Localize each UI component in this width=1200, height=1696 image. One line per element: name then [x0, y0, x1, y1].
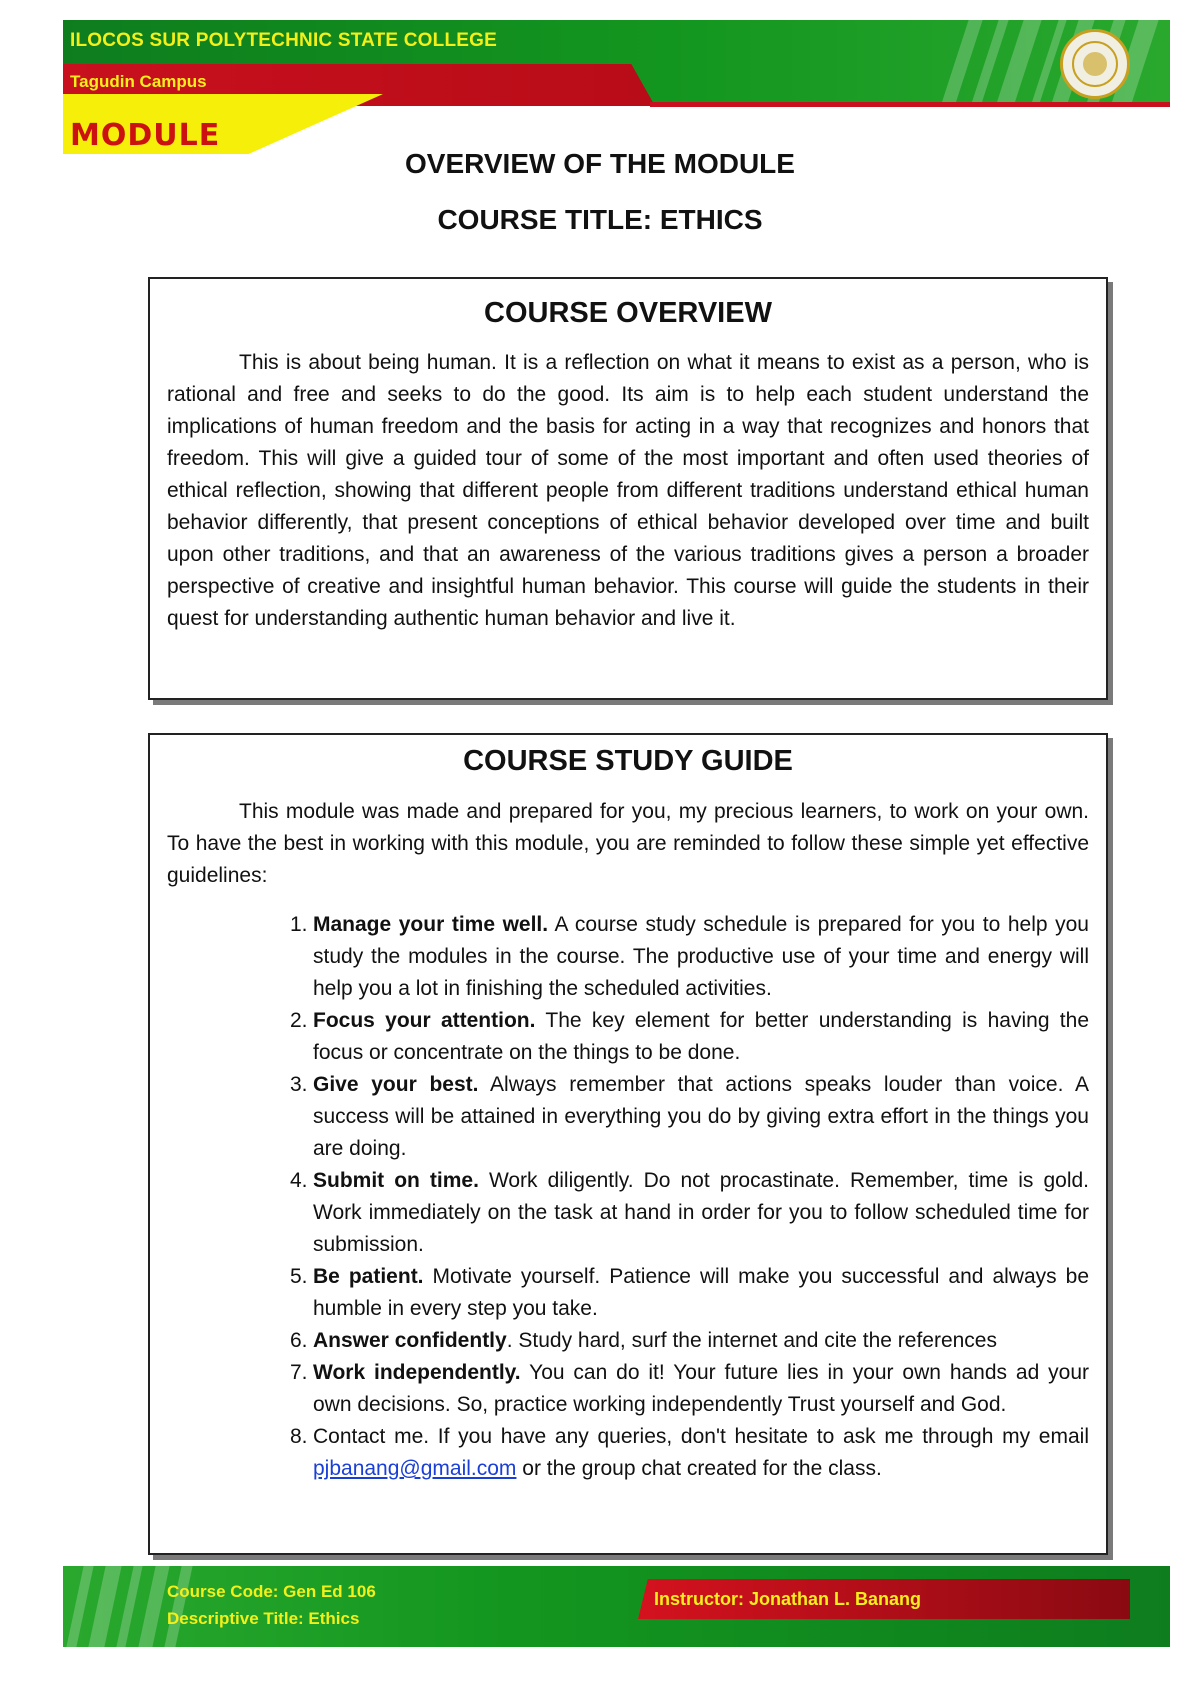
guidelines-list	[167, 909, 1089, 1485]
list-item: 4. Submit on time. Work diligently. Do not procastinate. Remember, time is gold. Work immediately on the task at hand in order for you to follow scheduled time for submission.	[290, 1169, 1089, 1256]
list-item-contact: 8. Contact me. If you have any queries, don't hesitate to ask me through my email pjbanang@gmail.com or the group chat created for the class.	[290, 1425, 1089, 1480]
list-item: 2. Focus your attention. The key element for better understanding is having the focus or concentrate on the things to be done.	[290, 1009, 1089, 1064]
course-overview-box	[148, 277, 1108, 700]
list-item: 1. Manage your time well. A course study schedule is prepared for you to help you study the modules in the course. The productive use of your time and energy will help you a lot in finishing the scheduled activities.	[290, 913, 1089, 1000]
list-item: 6. Answer confidently. Study hard, surf the internet and cite the references	[290, 1329, 997, 1352]
school-name: ILOCOS SUR POLYTECHNIC STATE COLLEGE	[70, 30, 497, 51]
email-link[interactable]: pjbanang@gmail.com	[313, 1457, 517, 1480]
course-overview-text	[167, 347, 1089, 635]
footer-descriptive-title: Descriptive Title: Ethics	[167, 1609, 360, 1628]
module-label: MODULE	[70, 118, 221, 153]
footer-course-code: Course Code: Gen Ed 106	[167, 1582, 376, 1601]
footer-stripes-decoration	[63, 1566, 213, 1647]
page-title: OVERVIEW OF THE MODULE	[405, 148, 795, 179]
course-overview-heading: COURSE OVERVIEW	[484, 297, 772, 329]
course-overview-body: This is about being human. It is a reflection on what it means to exist as a person, who is rational and free and seeks to do the good. Its aim is to help each student understand the implications of human freedom and the basis for acting in a way that recognizes and honors that freedom. This will give a guided tour of some of the most important and often used theories of ethical reflection, showing that different people from different traditions understand ethical human behavior differently, that present conceptions of ethical behavior developed over time and built upon other traditions, and that an awareness of the various traditions gives a person a broader perspective of creative and insightful human behavior. This course will guide the students in their quest for understanding authentic human behavior and live it.	[167, 351, 1089, 630]
study-guide-intro	[167, 796, 1089, 892]
list-item: 5. Be patient. Motivate yourself. Patience will make you successful and always be humble in every step you take.	[290, 1265, 1090, 1320]
course-title: COURSE TITLE: ETHICS	[437, 204, 763, 235]
study-guide-box	[148, 733, 1108, 1555]
study-guide-heading: COURSE STUDY GUIDE	[463, 745, 793, 777]
list-item: 7. Work independently. You can do it! Your future lies in your own hands ad your own decisions. So, practice working independently Trust yourself and God.	[290, 1361, 1089, 1416]
college-seal-icon	[1060, 29, 1130, 99]
footer-instructor: Instructor: Jonathan L. Banang	[654, 1589, 922, 1609]
list-item: 3. Give your best. Always remember that actions speaks louder than voice. A success will be attained in everything you do by giving extra effort in the things you are doing.	[290, 1073, 1089, 1160]
campus-name: Tagudin Campus	[70, 72, 207, 91]
header-red-line	[650, 102, 1170, 107]
header-stripes-decoration	[935, 20, 1170, 104]
study-guide-intro-text: This module was made and prepared for you, my precious learners, to work on your own. To have the best in working with this module, you are reminded to follow these simple yet effective guidelines:	[167, 800, 1089, 887]
